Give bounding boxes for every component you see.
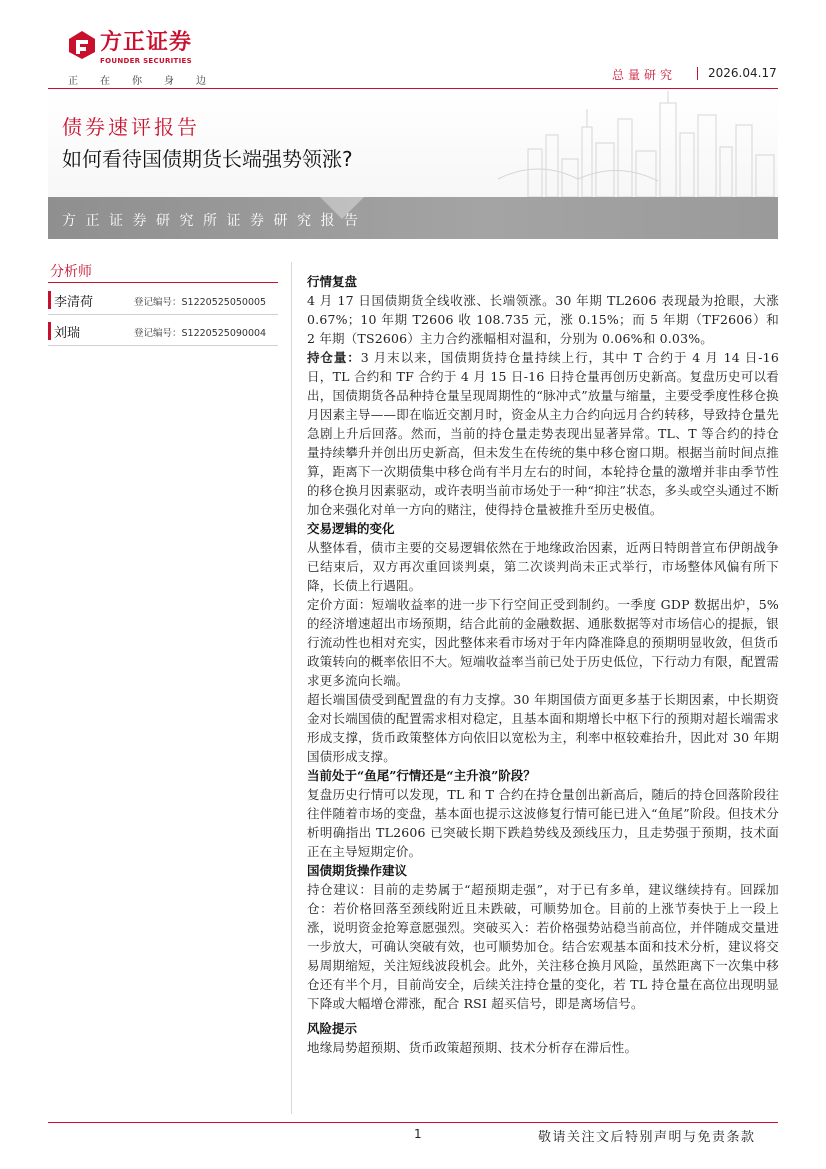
footer-disclaimer: 敬请关注文后特别声明与免责条款 bbox=[538, 1130, 756, 1145]
report-type: 债券速评报告 bbox=[62, 115, 200, 139]
header-separator bbox=[697, 67, 698, 80]
analyst-heading: 分析师 bbox=[50, 264, 92, 280]
section-heading-trading-logic: 交易逻辑的变化 bbox=[307, 521, 395, 536]
analyst-registration: 登记编号：S1220525050005 bbox=[134, 297, 267, 308]
department-label: 总量研究 bbox=[612, 68, 677, 82]
paragraph-open-interest bbox=[307, 348, 779, 519]
paragraph: 定价方面：短端收益率的进一步下行空间正受到制约。一季度 GDP 数据出炉，5%的经济增速超出市场预期，结合此前的金融数据、通胀数据等对市场信心的提振，银行流动性也相对充实，因此整体来看市场对于年内降准降息的预期明显收敛，但货币政策转向的概率依旧不大。短端收益率当前已处于历史低位，下行动力有限，配置需求更多流向长端。 bbox=[307, 597, 779, 688]
paragraph: 持仓建议：目前的走势属于“超预期走强”，对于已有多单，建议继续持有。回踩加仓：若价格回落至颈线附近且未跌破，可顺势加仓。目前的上涨节奏快于上一段上涨，说明资金抢筹意愿强烈。突破买入：若价格强势站稳当前高位，并伴随成交量进一步放大，可确认突破有效，也可顺势加仓。结合宏观基本面和技术分析，建议将交易周期缩短，关注短线波段机会。此外，关注移仓换月风险，虽然距离下一次集中移仓还有半个月，目前尚安全，后续关注持仓量的变化，若 TL 持仓量在高位出现明显下降或大幅增仓滞涨，配合 RSI 超买信号，即是离场信号。 bbox=[307, 882, 779, 1011]
logo-english-name: FOUNDER SECURITIES bbox=[100, 57, 192, 65]
analyst-rule bbox=[48, 282, 278, 283]
banner-strip-text: 方正证券研究所证券研究报告 bbox=[62, 213, 368, 229]
analyst-entry bbox=[48, 287, 278, 313]
footer-rule bbox=[48, 1122, 778, 1123]
analyst-name: 李清荷 bbox=[54, 295, 94, 310]
analyst-marker bbox=[48, 291, 51, 309]
paragraph: 从整体看，债市主要的交易逻辑依然在于地缘政治因素，近两日特朗普宣布伊朗战争已结束后，双方再次重回谈判桌，第二次谈判尚未正式举行，市场整体风偏有所下降，长债上行遇阻。 bbox=[307, 540, 779, 593]
company-logo bbox=[68, 30, 228, 87]
section-heading-market-review: 行情复盘 bbox=[307, 274, 358, 289]
analyst-registration: 登记编号：S1220525090004 bbox=[134, 328, 267, 339]
paragraph: 超长端国债受到配置盘的有力支撑。30 年期国债方面更多基于长期因素，中长期资金对长端国债的配置需求相对稳定，且基本面和期增长中枢下行的预期对超长端需求形成支撑，货币政策整体方向依旧以宽松为主，利率中枢较难抬升，因此对 30 年期国债形成支撑。 bbox=[307, 692, 779, 764]
analyst-name: 刘瑞 bbox=[54, 326, 81, 341]
analyst-divider bbox=[48, 314, 278, 315]
inline-bold-label: 持仓量： bbox=[307, 350, 361, 365]
analyst-entry bbox=[48, 318, 278, 344]
logo-tagline: 正在你身边 bbox=[68, 76, 228, 87]
analyst-divider bbox=[48, 345, 278, 346]
city-skyline-illustration bbox=[378, 89, 778, 197]
paragraph: 地缘局势超预期、货币政策超预期、技术分析存在滞后性。 bbox=[307, 1040, 638, 1055]
paragraph: 4 月 17 日国债期货全线收涨、长端领涨。30 年期 TL2606 表现最为抢眼，大涨 0.67%；10 年期 T2606 收 108.735 元，涨 0.15%；而 5 年期（TF2606）和 2 年期（TS2606）主力合约涨幅相对温和，分别为 0.06%和 0.03%。 bbox=[307, 293, 779, 346]
report-title: 如何看待国债期货长端强势领涨? bbox=[62, 147, 353, 171]
logo-chinese-name: 方正证券 bbox=[100, 30, 193, 55]
analyst-marker bbox=[48, 322, 51, 340]
paragraph: 复盘历史行情可以发现，TL 和 T 合约在持仓量创出新高后，随后的持仓回落阶段往往伴随着市场的变盘，基本面也提示这波修复行情可能已进入“鱼尾”阶段。但技术分析明确指出 TL2606 已突破长期下跌趋势线及颈线压力，且走势强于预期，技术面正在主导短期定价。 bbox=[307, 787, 779, 859]
paragraph-text: 3 月末以来，国债期货持仓量持续上行，其中 T 合约于 4 月 14 日-16 日，TL 合约和 TF 合约于 4 月 15 日-16 日持仓量再创历史新高。复盘历史可以看出，国债期货各品种持仓量呈现周期性的“脉冲式”放量与缩量，主要受季度性移仓换月因素主导——即在临近交割月时，资金从主力合约向远月合约转移，导致持仓量先急剧上升后回落。然而，当前的持仓量走势表现出显著异常。TL、T 等合约的持仓量持续攀升并创出历史新高，但未发生在传统的集中移仓窗口期。根据当前时间点推算，距离下一次期债集中移仓尚有半月左右的时间，本轮持仓量的激增并非由季节性的移仓换月因素驱动，或许表明当前市场处于一种“抑注”状态，多头或空头通过不断加仓来强化对单一方向的赌注，使得持仓量被推升至历史极值。 bbox=[307, 350, 779, 517]
column-divider bbox=[291, 262, 292, 1114]
report-body bbox=[307, 272, 779, 1057]
founder-logo-icon bbox=[68, 30, 96, 60]
section-heading-trading-advice: 国债期货操作建议 bbox=[307, 863, 408, 878]
section-heading-risk: 风险提示 bbox=[307, 1021, 358, 1036]
title-banner bbox=[48, 89, 778, 239]
report-date: 2026.04.17 bbox=[708, 66, 777, 80]
page-number: 1 bbox=[414, 1127, 422, 1141]
section-heading-market-phase: 当前处于“鱼尾”行情还是“主升浪”阶段？ bbox=[307, 768, 536, 783]
